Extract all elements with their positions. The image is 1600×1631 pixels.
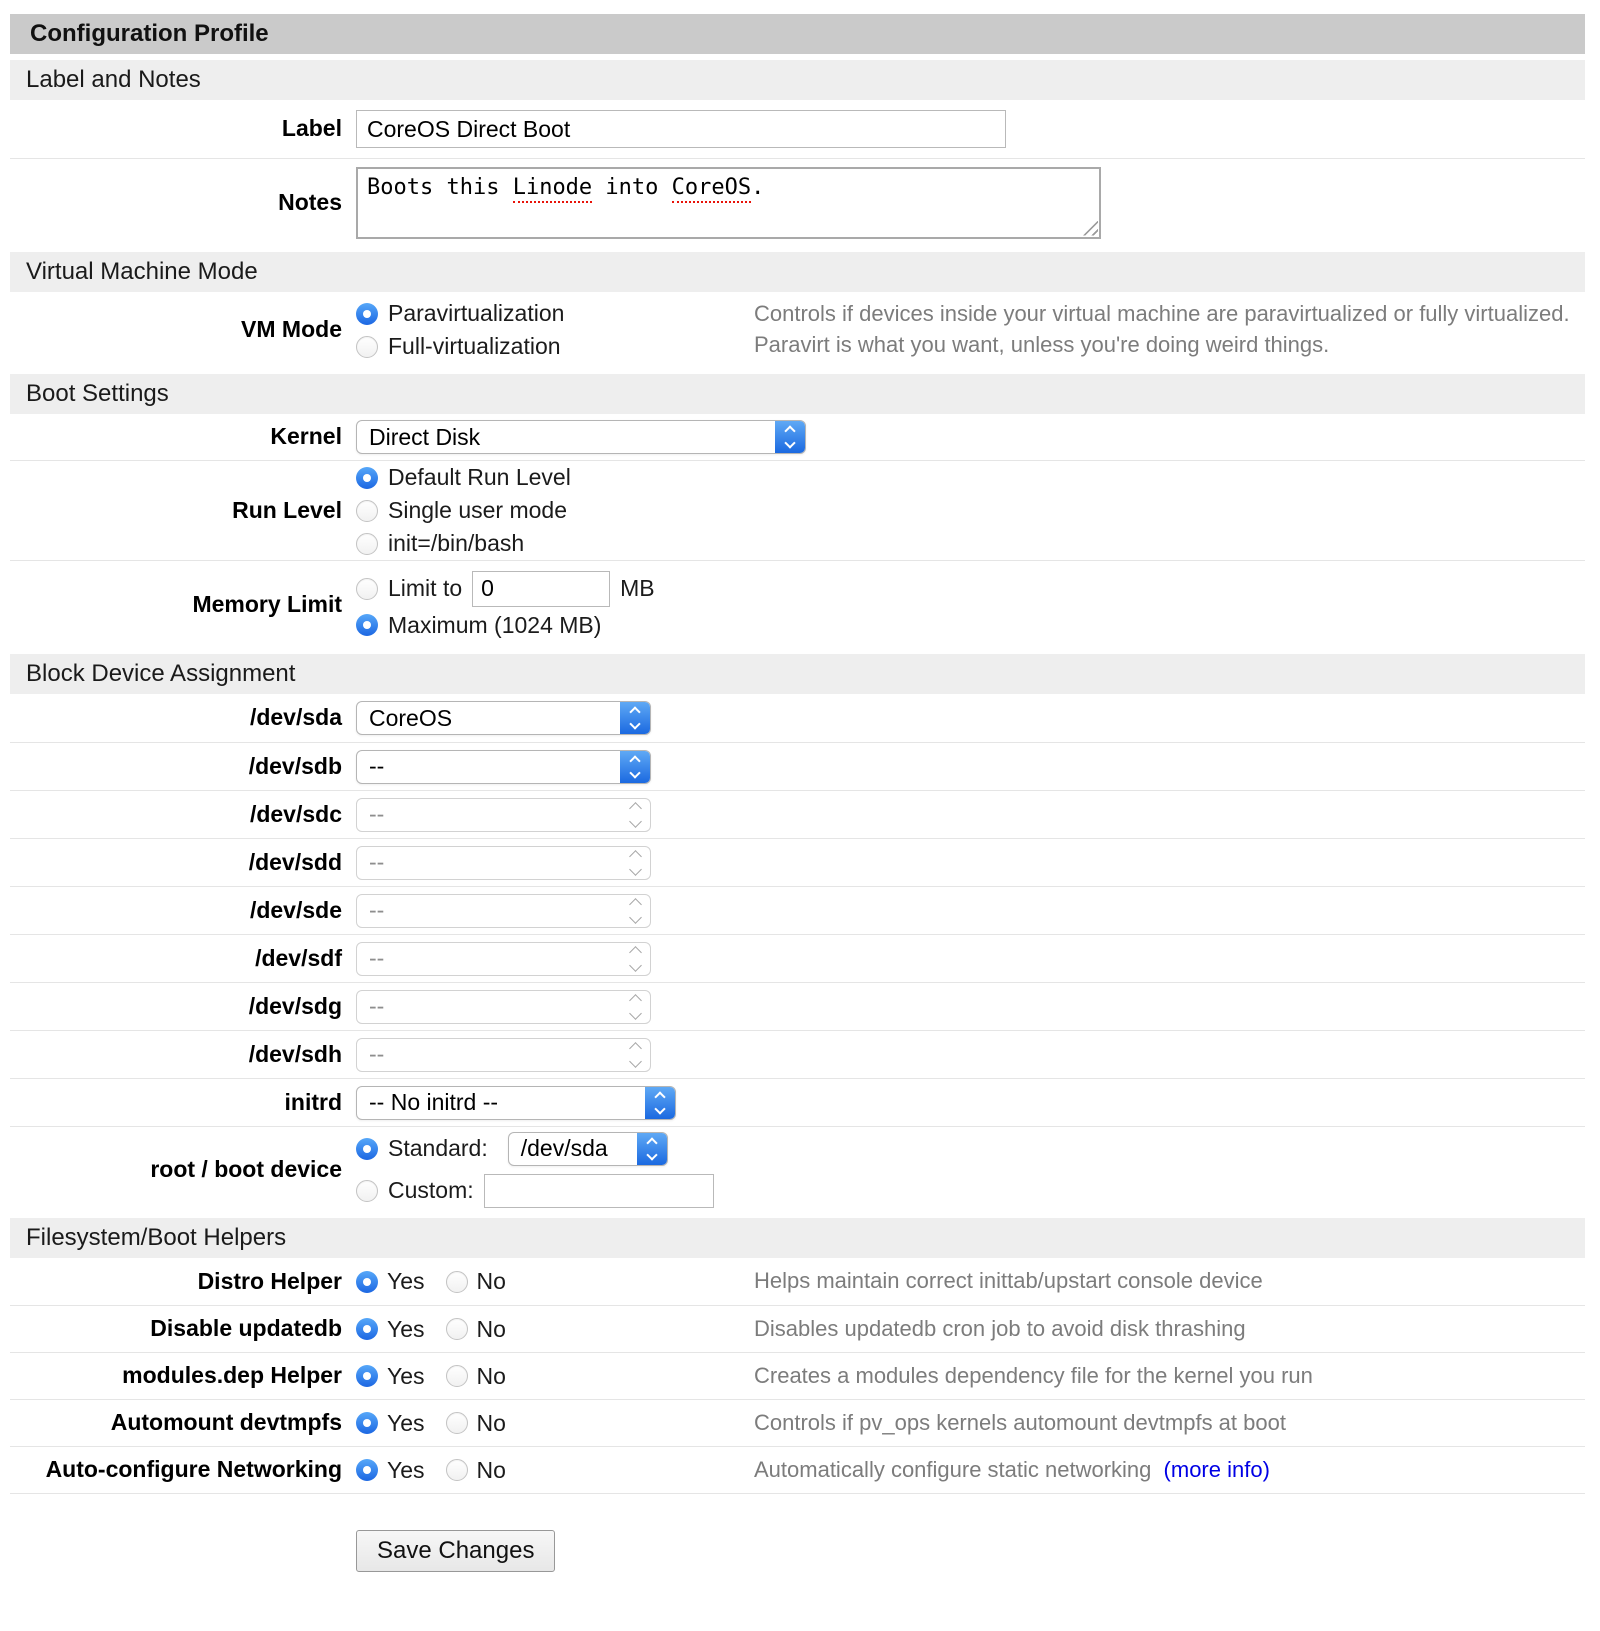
radio-label: init=/bin/bash [388, 530, 525, 556]
initrd-label: initrd [284, 1088, 342, 1115]
page-title: Configuration Profile [10, 14, 1585, 54]
radio-label: Full-virtualization [388, 333, 561, 359]
dev-sda-control [342, 701, 754, 735]
auto-configure-networking-no-radio[interactable] [446, 1459, 468, 1481]
dev-sde-select-disabled [356, 894, 651, 928]
dev-sdc-label: /dev/sdc [249, 800, 342, 827]
dev-sde-control [342, 894, 754, 928]
dev-sdg-label: /dev/sdg [248, 992, 342, 1019]
run-level-option-default [356, 464, 754, 491]
row-label [10, 100, 1585, 158]
radio-label: Paravirtualization [388, 300, 565, 326]
select-stepper-icon [620, 799, 650, 831]
select-value: -- No initrd -- [369, 1089, 499, 1115]
section-header-block-devices: Block Device Assignment [10, 654, 1585, 694]
row-memory-limit [10, 560, 1585, 648]
kernel-select[interactable] [356, 420, 806, 454]
memory-limit-label: Memory Limit [192, 590, 342, 617]
radio-label: No [476, 1456, 506, 1483]
root-device-custom-input[interactable] [484, 1174, 714, 1208]
memory-limit-limit-to-radio[interactable] [356, 578, 378, 600]
select-value: -- [369, 993, 385, 1019]
run-level-control [342, 464, 754, 557]
radio-label: Yes [387, 1362, 425, 1389]
notes-textarea[interactable] [356, 167, 1101, 239]
memory-limit-option-limit-to [356, 571, 754, 607]
dev-sdg-select-disabled [356, 990, 651, 1024]
dev-sde-label: /dev/sde [249, 896, 342, 923]
select-value: Direct Disk [369, 423, 481, 450]
notes-text: Boots this [367, 174, 513, 200]
distro-helper-label: Distro Helper [197, 1267, 342, 1294]
run-level-option-single-user [356, 497, 754, 524]
root-device-standard-select[interactable] [508, 1132, 668, 1166]
select-stepper-icon [775, 421, 805, 453]
row-dev-sde [10, 886, 1585, 934]
memory-limit-input[interactable] [472, 571, 610, 607]
radio-label: No [476, 1268, 506, 1294]
automount-devtmpfs-no-radio[interactable] [446, 1412, 468, 1434]
dev-sda-label: /dev/sda [249, 704, 342, 731]
automount-devtmpfs-control [342, 1410, 754, 1437]
vm-mode-option-full-virtualization [356, 333, 754, 360]
select-stepper-icon [620, 991, 650, 1023]
dev-sdc-control [342, 798, 754, 832]
select-value: -- [369, 897, 385, 923]
help-line: Paravirt is what you want, unless you're doing weird things. [754, 332, 1330, 357]
row-kernel [10, 414, 1585, 460]
row-disable-updatedb [10, 1305, 1585, 1352]
select-stepper-icon [620, 751, 650, 783]
section-header-vm-mode: Virtual Machine Mode [10, 252, 1585, 292]
select-value: -- [369, 801, 385, 827]
distro-helper-yes-radio[interactable] [356, 1271, 378, 1293]
select-stepper-icon [620, 702, 650, 734]
help-line: Controls if devices inside your virtual machine are paravirtualized or fully virtualized. [754, 301, 1570, 327]
row-run-level [10, 460, 1585, 560]
section-header-boot-settings: Boot Settings [10, 374, 1585, 414]
automount-devtmpfs-help-text: Controls if pv_ops kernels automount devtmpfs at boot [754, 1409, 1286, 1435]
disable-updatedb-yes-radio[interactable] [356, 1318, 378, 1340]
automount-devtmpfs-yes-radio[interactable] [356, 1412, 378, 1434]
radio-label: Yes [387, 1315, 425, 1342]
radio-label: No [476, 1362, 506, 1389]
label-field-label: Label [281, 115, 342, 142]
section-header-helpers: Filesystem/Boot Helpers [10, 1218, 1585, 1258]
vm-mode-paravirtualization-radio[interactable] [356, 303, 378, 325]
distro-helper-help-text: Helps maintain correct inittab/upstart console device [754, 1268, 1263, 1294]
row-initrd [10, 1078, 1585, 1126]
vm-mode-option-paravirtualization [356, 300, 754, 327]
modules-dep-help-text: Creates a modules dependency file for the kernel you run [754, 1362, 1313, 1388]
root-device-label: root / boot device [150, 1155, 342, 1182]
radio-label: Default Run Level [388, 464, 571, 490]
row-distro-helper [10, 1258, 1585, 1305]
notes-text: into [592, 174, 672, 200]
run-level-default-radio[interactable] [356, 467, 378, 489]
modules-dep-no-radio[interactable] [446, 1365, 468, 1387]
dev-sdb-label: /dev/sdb [248, 752, 342, 779]
row-dev-sdb [10, 742, 1585, 790]
run-level-single-user-radio[interactable] [356, 500, 378, 522]
notes-field-control [342, 167, 1101, 239]
notes-text-misspelled: CoreOS [672, 175, 751, 203]
radio-label: Yes [387, 1268, 425, 1294]
automount-devtmpfs-label: Automount devtmpfs [110, 1409, 342, 1436]
memory-limit-unit-label: MB [620, 575, 655, 601]
vm-mode-control [342, 300, 754, 360]
distro-helper-no-radio[interactable] [446, 1271, 468, 1293]
row-dev-sdf [10, 934, 1585, 982]
vm-mode-label: VM Mode [241, 316, 342, 343]
radio-label: No [476, 1409, 506, 1436]
radio-label: Maximum (1024 MB) [388, 611, 602, 638]
root-device-option-custom [356, 1174, 754, 1208]
radio-label: Custom: [388, 1177, 474, 1203]
run-level-option-init-bash [356, 530, 754, 557]
memory-limit-control [342, 571, 754, 639]
disable-updatedb-no-radio[interactable] [446, 1318, 468, 1340]
select-value: CoreOS [369, 704, 453, 731]
root-device-custom-radio[interactable] [356, 1180, 378, 1202]
select-value: -- [369, 945, 385, 971]
row-root-boot-device [10, 1126, 1585, 1212]
dev-sdh-control [342, 1038, 754, 1072]
disable-updatedb-help-text: Disables updatedb cron job to avoid disk thrashing [754, 1315, 1246, 1341]
more-info-link[interactable]: (more info) [1163, 1456, 1270, 1482]
kernel-control [342, 420, 806, 454]
select-stepper-icon [620, 943, 650, 975]
dev-sdg-control [342, 990, 754, 1024]
auto-configure-networking-control [342, 1457, 754, 1484]
row-notes [10, 158, 1585, 246]
auto-configure-networking-yes-radio[interactable] [356, 1459, 378, 1481]
dev-sdd-select-disabled [356, 846, 651, 880]
select-stepper-icon [637, 1133, 667, 1165]
select-value: -- [369, 1041, 385, 1067]
disable-updatedb-control [342, 1316, 754, 1343]
row-auto-configure-networking [10, 1446, 1585, 1493]
dev-sda-select[interactable] [356, 701, 651, 735]
modules-dep-control [342, 1363, 754, 1390]
dev-sdf-control [342, 942, 754, 976]
row-automount-devtmpfs [10, 1399, 1585, 1446]
initrd-select[interactable] [356, 1086, 676, 1120]
memory-limit-option-maximum [356, 612, 754, 639]
initrd-control [342, 1086, 754, 1120]
root-device-control [342, 1132, 754, 1208]
select-value: -- [369, 753, 385, 779]
select-stepper-icon [620, 847, 650, 879]
disable-updatedb-label: Disable updatedb [150, 1315, 342, 1342]
auto-configure-networking-help-text [754, 1455, 1585, 1486]
select-stepper-icon [620, 1039, 650, 1071]
radio-label: Yes [387, 1456, 425, 1483]
vm-mode-full-virtualization-radio[interactable] [356, 336, 378, 358]
distro-helper-control [342, 1268, 754, 1295]
help-text: Automatically configure static networking [754, 1456, 1152, 1482]
row-save [10, 1493, 1585, 1631]
radio-label: Limit to [388, 575, 463, 601]
resize-grip-icon[interactable] [1083, 221, 1098, 236]
radio-label: Yes [387, 1409, 425, 1436]
run-level-label: Run Level [232, 496, 342, 523]
row-dev-sdd [10, 838, 1585, 886]
auto-configure-networking-label: Auto-configure Networking [45, 1456, 342, 1483]
dev-sdb-select[interactable] [356, 750, 651, 784]
kernel-label: Kernel [270, 423, 342, 450]
row-modules-dep-helper [10, 1352, 1585, 1399]
row-dev-sdh [10, 1030, 1585, 1078]
vm-mode-help-text [754, 299, 1585, 361]
modules-dep-label: modules.dep Helper [122, 1362, 342, 1389]
notes-field-label: Notes [278, 188, 342, 215]
row-dev-sda [10, 694, 1585, 742]
select-value: /dev/sda [520, 1135, 608, 1161]
select-stepper-icon [645, 1087, 675, 1119]
select-value: -- [369, 849, 385, 875]
dev-sdc-select-disabled [356, 798, 651, 832]
notes-text: . [751, 174, 765, 200]
dev-sdh-label: /dev/sdh [248, 1040, 342, 1067]
label-field-control [342, 110, 1006, 148]
dev-sdd-control [342, 846, 754, 880]
run-level-init-bash-radio[interactable] [356, 533, 378, 555]
dev-sdh-select-disabled [356, 1038, 651, 1072]
row-dev-sdc [10, 790, 1585, 838]
radio-label: Single user mode [388, 497, 567, 523]
dev-sdb-control [342, 750, 754, 784]
save-changes-button[interactable]: Save Changes [356, 1530, 555, 1572]
dev-sdf-label: /dev/sdf [255, 944, 342, 971]
root-device-option-standard [356, 1132, 754, 1166]
dev-sdf-select-disabled [356, 942, 651, 976]
section-header-label-and-notes: Label and Notes [10, 60, 1585, 100]
root-device-standard-radio[interactable] [356, 1138, 378, 1160]
memory-limit-maximum-radio[interactable] [356, 614, 378, 636]
notes-text-misspelled: Linode [513, 175, 592, 203]
label-input[interactable] [356, 110, 1006, 148]
radio-label: No [476, 1315, 506, 1342]
row-dev-sdg [10, 982, 1585, 1030]
radio-label: Standard: [388, 1135, 488, 1161]
select-stepper-icon [620, 895, 650, 927]
row-vm-mode [10, 292, 1585, 368]
modules-dep-yes-radio[interactable] [356, 1365, 378, 1387]
dev-sdd-label: /dev/sdd [248, 848, 342, 875]
